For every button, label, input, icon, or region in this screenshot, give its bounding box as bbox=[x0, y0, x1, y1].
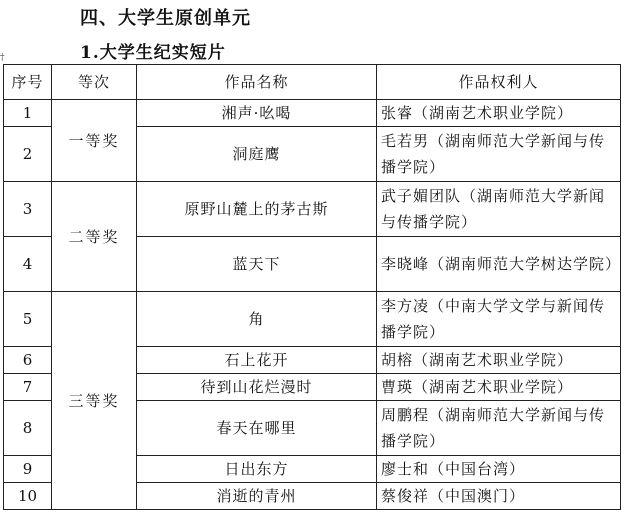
work-owner: 李晓峰（湖南师范大学树达学院） bbox=[377, 237, 621, 292]
table-row bbox=[4, 182, 621, 237]
row-no: 6 bbox=[4, 347, 52, 374]
row-no: 2 bbox=[4, 127, 52, 182]
work-owner: 张睿（湖南艺术职业学院） bbox=[377, 100, 621, 127]
header-prize: 等次 bbox=[52, 65, 137, 100]
work-owner: 胡榕（湖南艺术职业学院） bbox=[377, 347, 621, 374]
work-title: 春天在哪里 bbox=[137, 401, 377, 456]
work-title: 蓝天下 bbox=[137, 237, 377, 292]
work-title: 日出东方 bbox=[137, 456, 377, 483]
row-no: 5 bbox=[4, 292, 52, 347]
table-header-row bbox=[4, 65, 621, 100]
row-no: 4 bbox=[4, 237, 52, 292]
header-owner: 作品权利人 bbox=[377, 65, 621, 100]
section-title: 四、大学生原创单元 bbox=[80, 8, 251, 29]
row-no: 10 bbox=[4, 483, 52, 510]
work-title: 石上花开 bbox=[137, 347, 377, 374]
table-row bbox=[4, 292, 621, 347]
work-title: 湘声·吆喝 bbox=[137, 100, 377, 127]
header-no: 序号 bbox=[4, 65, 52, 100]
sub-title: 1.大学生纪实短片 bbox=[80, 43, 226, 63]
work-owner: 蔡俊祥（中国澳门） bbox=[377, 483, 621, 510]
work-title: 角 bbox=[137, 292, 377, 347]
prize-cell-second: 二等奖 bbox=[52, 182, 137, 292]
work-title: 原野山麓上的茅古斯 bbox=[137, 182, 377, 237]
work-owner: 武子媚团队（湖南师范大学新闻与传播学院） bbox=[377, 182, 621, 237]
paragraph-anchor-mark: † bbox=[0, 53, 5, 63]
work-title: 洞庭鹰 bbox=[137, 127, 377, 182]
work-title: 待到山花烂漫时 bbox=[137, 374, 377, 401]
work-owner: 周鹏程（湖南师范大学新闻与传播学院） bbox=[377, 401, 621, 456]
table-row bbox=[4, 100, 621, 127]
work-title: 消逝的青州 bbox=[137, 483, 377, 510]
header-work: 作品名称 bbox=[137, 65, 377, 100]
row-no: 7 bbox=[4, 374, 52, 401]
row-no: 1 bbox=[4, 100, 52, 127]
row-no: 8 bbox=[4, 401, 52, 456]
prize-cell-third: 三等奖 bbox=[52, 292, 137, 510]
row-no: 9 bbox=[4, 456, 52, 483]
awards-table bbox=[3, 64, 621, 510]
row-no: 3 bbox=[4, 182, 52, 237]
work-owner: 毛若男（湖南师范大学新闻与传播学院） bbox=[377, 127, 621, 182]
work-owner: 李方凌（中南大学文学与新闻传播学院） bbox=[377, 292, 621, 347]
work-owner: 曹瑛（湖南艺术职业学院） bbox=[377, 374, 621, 401]
work-owner: 廖士和（中国台湾） bbox=[377, 456, 621, 483]
prize-cell-first: 一等奖 bbox=[52, 100, 137, 182]
